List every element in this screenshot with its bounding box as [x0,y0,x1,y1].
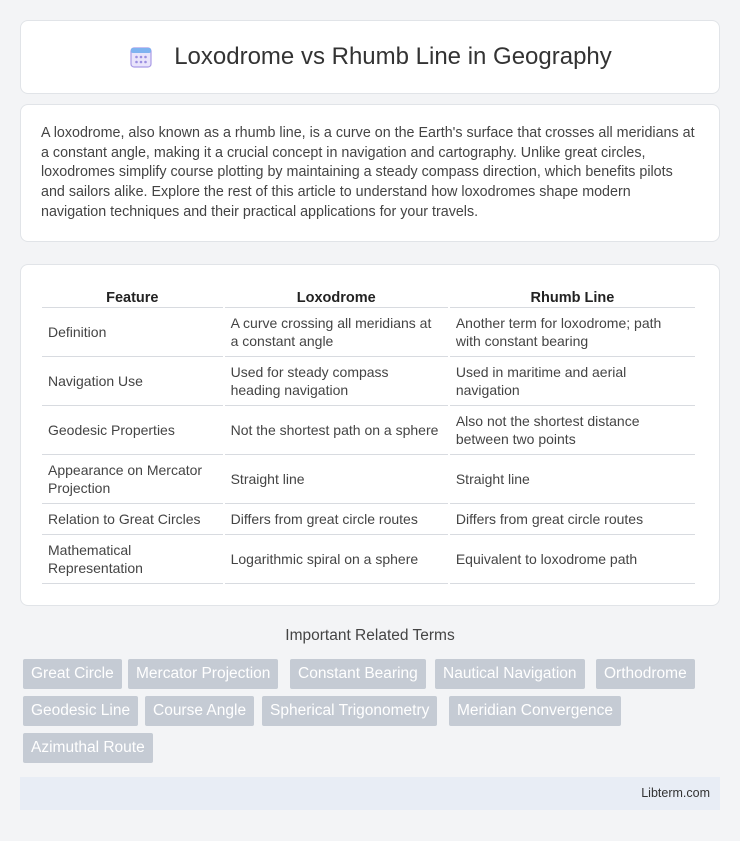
page-title: Loxodrome vs Rhumb Line in Geography [174,43,612,70]
tag-azimuthal-route[interactable]: Azimuthal Route [23,733,153,763]
table-row [42,535,695,584]
cell-feature: Navigation Use [42,357,223,406]
cell-feature: Definition [42,308,223,357]
cell-feature: Appearance on Mercator Projection [42,455,223,504]
cell-loxodrome: Not the shortest path on a sphere [225,406,448,455]
table-row [42,504,695,535]
table-row [42,455,695,504]
tag-geodesic-line[interactable]: Geodesic Line [23,696,138,726]
cell-rhumb-line: Equivalent to loxodrome path [450,535,695,584]
related-terms-heading: Important Related Terms [285,627,455,644]
cell-loxodrome: Used for steady compass heading navigation [225,357,448,406]
tag-constant-bearing[interactable]: Constant Bearing [290,659,426,689]
footer [20,777,720,810]
tag-spherical-trigonometry[interactable]: Spherical Trigonometry [262,696,437,726]
table-row [42,357,695,406]
cell-loxodrome: Straight line [225,455,448,504]
table-row [42,308,695,357]
header-loxodrome: Loxodrome [225,284,448,308]
cell-feature: Mathematical Representation [42,535,223,584]
header-feature: Feature [42,284,223,308]
cell-loxodrome: Differs from great circle routes [225,504,448,535]
tag-course-angle[interactable]: Course Angle [145,696,254,726]
cell-rhumb-line: Straight line [450,455,695,504]
title-card [20,20,720,94]
comparison-table-card [20,264,720,606]
cell-rhumb-line: Differs from great circle routes [450,504,695,535]
header-rhumb-line: Rhumb Line [450,284,695,308]
tag-meridian-convergence[interactable]: Meridian Convergence [449,696,621,726]
footer-site-link[interactable]: Libterm.com [641,786,710,800]
cell-rhumb-line: Also not the shortest distance between two points [450,406,695,455]
tag-mercator-projection[interactable]: Mercator Projection [128,659,278,689]
cell-loxodrome: Logarithmic spiral on a sphere [225,535,448,584]
table-header-row [42,284,695,308]
calendar-grid-icon [128,44,154,70]
tag-great-circle[interactable]: Great Circle [23,659,122,689]
intro-card [20,104,720,242]
table-row [42,406,695,455]
comparison-table [40,284,697,584]
tag-orthodrome[interactable]: Orthodrome [596,659,695,689]
cell-feature: Relation to Great Circles [42,504,223,535]
tag-nautical-navigation[interactable]: Nautical Navigation [435,659,585,689]
cell-loxodrome: A curve crossing all meridians at a constant angle [225,308,448,357]
cell-rhumb-line: Used in maritime and aerial navigation [450,357,695,406]
cell-feature: Geodesic Properties [42,406,223,455]
intro-paragraph: A loxodrome, also known as a rhumb line, is a curve on the Earth's surface that crosses all meridians at a constant angle, making it a crucial concept in navigation and cartography. Unlike great circles, loxodromes simplify course plotting by maintaining a steady compass direction, which benefits pilots and sailors alike. Explore the rest of this article to understand how loxodromes shape modern navigation techniques and their practical applications for your travels. [41,125,695,220]
cell-rhumb-line: Another term for loxodrome; path with constant bearing [450,308,695,357]
